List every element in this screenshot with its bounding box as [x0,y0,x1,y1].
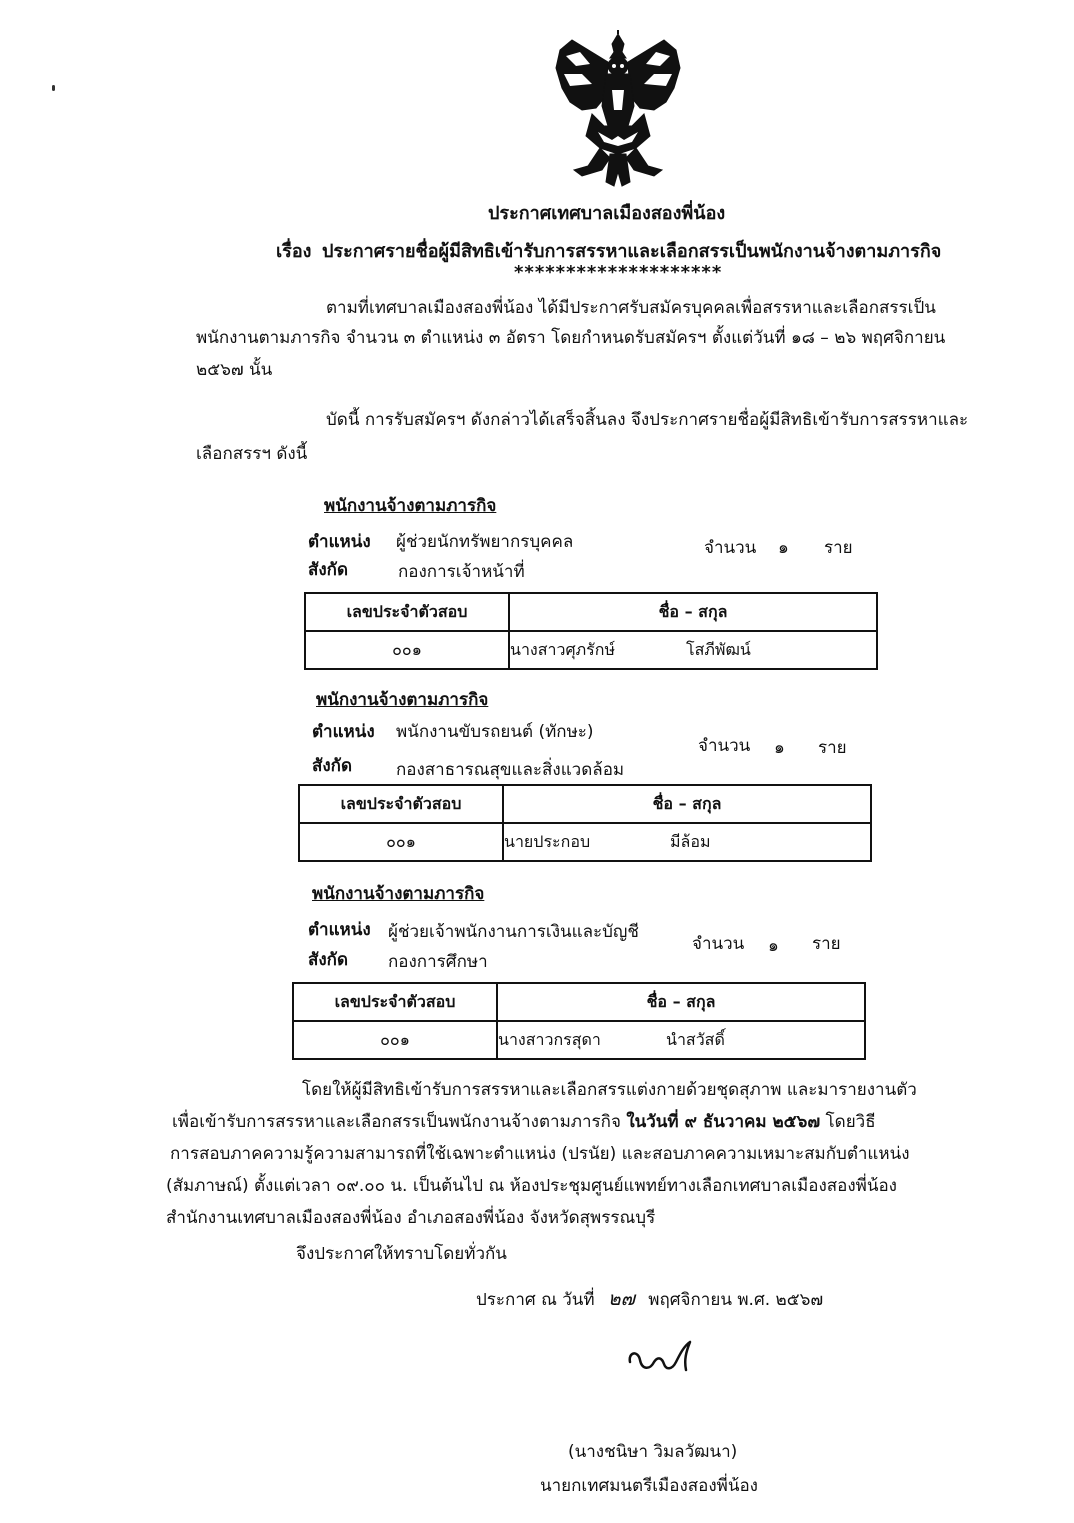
closing-line-3: การสอบภาคความรู้ความสามารถที่ใช้เฉพาะตำแหน่ง (ปรนัย) และสอบภาคความเหมาะสมกับตำแหน่ง [170,1144,910,1164]
date-month-year: พฤศจิกายน พ.ศ. ๒๕๖๗ [648,1290,824,1310]
section-3-count-label: จำนวน [692,934,745,954]
first-name: นายประกอบ [504,831,591,851]
section-1-position: ผู้ช่วยนักทรัพยากรบุคคล [396,532,574,552]
last-name: นำสวัสดิ์ [666,1029,725,1049]
intro-line-5: เลือกสรรฯ ดังนี้ [196,444,308,464]
intro-line-3: ๒๕๖๗ นั้น [196,360,273,380]
table-row [305,631,877,669]
signature-icon [624,1340,704,1376]
table-header-exam-id: เลขประจำตัวสอบ [293,983,497,1021]
section-2-type-title: พนักงานจ้างตามภารกิจ [316,690,489,710]
closing-line-6: จึงประกาศให้ทราบโดยทั่วกัน [296,1244,507,1264]
exam-id-cell: ๐๐๑ [293,1021,497,1059]
exam-id-cell: ๐๐๑ [299,823,503,861]
section-2-count: ๑ [774,738,785,758]
section-3-candidate-table [292,982,866,1060]
section-1-dept: กองการเจ้าหน้าที่ [398,562,525,582]
closing-line-5: สำนักงานเทศบาลเมืองสองพี่น้อง อำเภอสองพี่น้อง จังหวัดสุพรรณบุรี [166,1208,656,1228]
subject-text: ประกาศรายชื่อผู้มีสิทธิเข้ารับการสรรหาและเลือกสรรเป็นพนักงานจ้างตามภารกิจ [322,241,942,262]
garuda-emblem-icon [552,30,684,188]
name-cell [509,631,877,669]
section-3-position-label: ตำแหน่ง [308,920,371,940]
table-row [293,1021,865,1059]
closing-line-2-end: โดยวิธี [825,1112,876,1132]
section-1-count: ๑ [778,538,789,558]
section-2-candidate-table [298,784,872,862]
last-name: โสภีพัฒน์ [686,639,751,659]
section-1-position-label: ตำแหน่ง [308,532,371,552]
section-2-dept-label: สังกัด [312,756,353,776]
section-1-type-title: พนักงานจ้างตามภารกิจ [324,496,497,516]
closing-line-2 [172,1108,876,1135]
signatory-title: นายกเทศมนตรีเมืองสองพี่น้อง [540,1476,758,1496]
subject-label: เรื่อง [276,241,312,262]
page-title: ประกาศเทศบาลเมืองสองพี่น้อง [488,203,726,224]
section-3-position: ผู้ช่วยเจ้าพนักงานการเงินและบัญชี [388,922,639,942]
name-cell [497,1021,865,1059]
section-1-dept-label: สังกัด [308,560,349,580]
section-2-count-unit: ราย [818,738,847,758]
table-header-row [299,785,871,823]
intro-line-1: ตามที่เทศบาลเมืองสองพี่น้อง ได้มีประกาศรับสมัครบุคคลเพื่อสรรหาและเลือกสรรเป็น [326,298,936,318]
section-3-dept-label: สังกัด [308,950,349,970]
closing-line-1: โดยให้ผู้มีสิทธิเข้ารับการสรรหาและเลือกสรรแต่งกายด้วยชุดสุภาพ และมารายงานตัว [302,1080,917,1100]
exam-date-highlight: ในวันที่ ๙ ธันวาคม ๒๕๖๗ [626,1112,821,1132]
header-divider: ******************** [514,262,723,283]
scan-speck [52,85,55,91]
exam-id-cell: ๐๐๑ [305,631,509,669]
date-day-handwritten: ๒๗ [608,1288,635,1310]
section-2-dept: กองสาธารณสุขและสิ่งแวดล้อม [396,760,625,780]
table-header-name: ชื่อ – สกุล [503,785,871,823]
section-3-count: ๑ [768,936,779,956]
section-1-candidate-table [304,592,878,670]
table-header-exam-id: เลขประจำตัวสอบ [305,593,509,631]
section-3-dept: กองการศึกษา [388,952,488,972]
section-1-count-unit: ราย [824,538,853,558]
section-2-position: พนักงานขับรถยนต์ (ทักษะ) [396,722,594,742]
announcement-date [476,1284,823,1314]
table-header-name: ชื่อ – สกุล [509,593,877,631]
last-name: มีล้อม [670,831,711,851]
table-header-row [293,983,865,1021]
date-prefix: ประกาศ ณ วันที่ [476,1290,595,1310]
table-header-exam-id: เลขประจำตัวสอบ [299,785,503,823]
section-2-count-label: จำนวน [698,736,751,756]
section-3-type-title: พนักงานจ้างตามภารกิจ [312,884,485,904]
section-1-count-label: จำนวน [704,538,757,558]
table-row [299,823,871,861]
table-header-row [305,593,877,631]
name-cell [503,823,871,861]
table-header-name: ชื่อ – สกุล [497,983,865,1021]
first-name: นางสาวกรสุดา [498,1029,601,1049]
closing-line-2-start: เพื่อเข้ารับการสรรหาและเลือกสรรเป็นพนักงานจ้างตามภารกิจ [172,1112,621,1132]
signatory-name: (นางชนิษา วิมลวัฒนา) [568,1442,738,1462]
section-3-count-unit: ราย [812,934,841,954]
closing-line-4: (สัมภาษณ์) ตั้งแต่เวลา ๐๙.๐๐ น. เป็นต้นไป ณ ห้องประชุมศูนย์แพทย์ทางเลือกเทศบาลเมืองสองพี่น้อง [166,1176,897,1196]
intro-line-2: พนักงานตามภารกิจ จำนวน ๓ ตำแหน่ง ๓ อัตรา โดยกำหนดรับสมัครฯ ตั้งแต่วันที่ ๑๘ – ๒๖ พฤศจิกายน [196,328,946,348]
first-name: นางสาวศุภรักษ์ [510,639,615,659]
section-2-position-label: ตำแหน่ง [312,722,375,742]
intro-line-4: บัดนี้ การรับสมัครฯ ดังกล่าวได้เสร็จสิ้นลง จึงประกาศรายชื่อผู้มีสิทธิเข้ารับการสรรหาและ [326,410,969,430]
